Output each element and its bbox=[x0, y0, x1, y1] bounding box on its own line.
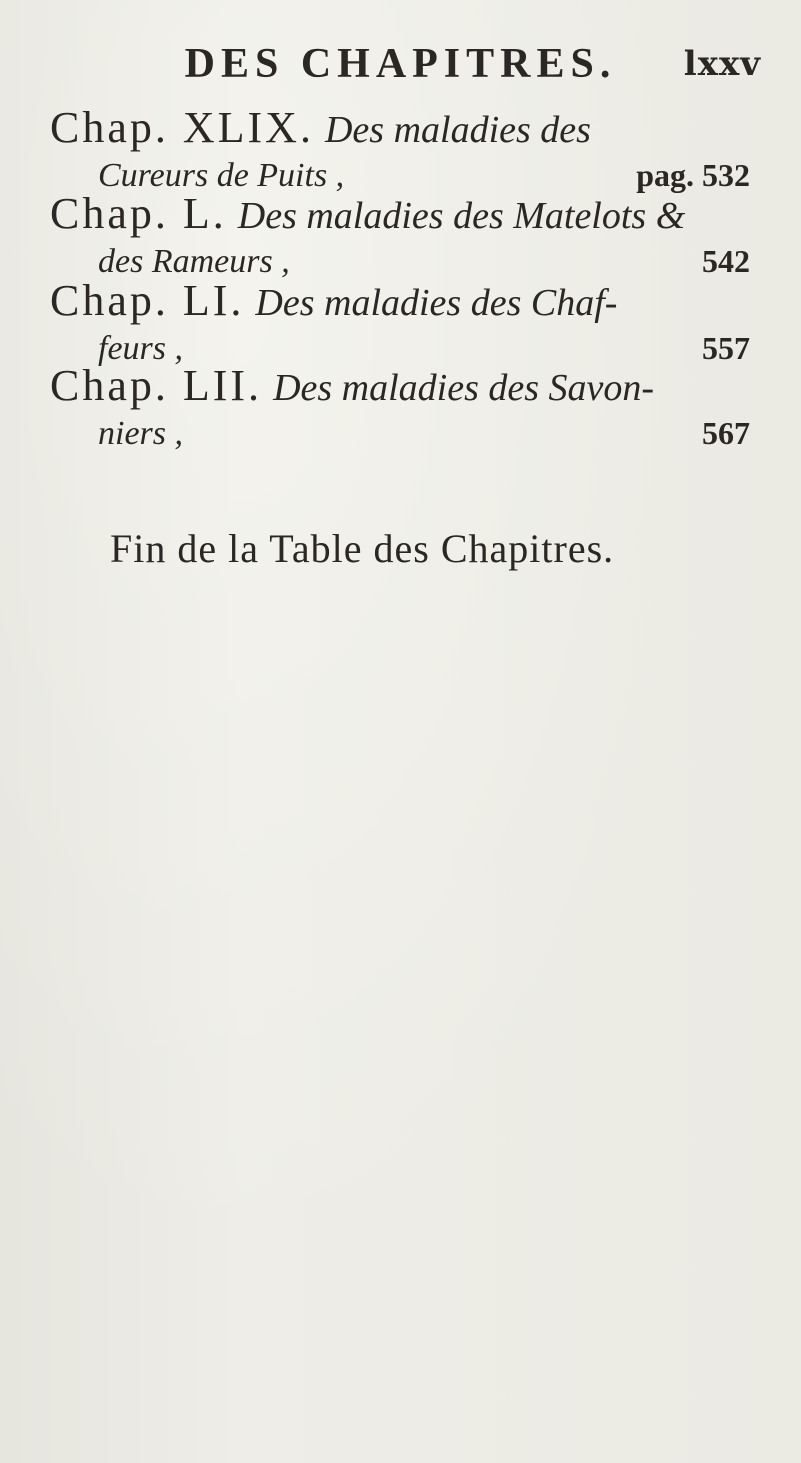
chapter-title-line1: Des maladies des Savon- bbox=[273, 367, 655, 409]
chapter-title-line1: Des maladies des Matelots & bbox=[237, 195, 686, 237]
page-value: 567 bbox=[702, 415, 750, 451]
chapter-title-line1: Des maladies des bbox=[324, 109, 591, 151]
page-header bbox=[0, 40, 801, 88]
page-prefix: pag. bbox=[636, 157, 694, 193]
chapter-label: Chap. XLIX. bbox=[50, 103, 314, 152]
page-number bbox=[702, 415, 750, 452]
toc-entry bbox=[50, 360, 750, 463]
chapter-title-line2: feurs , bbox=[98, 330, 183, 367]
header-title: DES CHAPITRES. bbox=[184, 41, 617, 87]
page-value: 532 bbox=[702, 157, 750, 193]
page-value: 542 bbox=[702, 243, 750, 279]
chapter-title-line2: Cureurs de Puits , bbox=[98, 157, 345, 194]
chapter-title-line2: niers , bbox=[98, 415, 183, 452]
page-value: 557 bbox=[702, 330, 750, 366]
chapter-label: Chap. L. bbox=[50, 189, 227, 238]
chapter-title-line2: des Rameurs , bbox=[98, 243, 290, 280]
end-of-table-note: Fin de la Table des Chapitres. bbox=[110, 526, 615, 571]
chapter-title-line1: Des maladies des Chaf- bbox=[255, 282, 618, 324]
page-folio: lxxv bbox=[683, 44, 761, 84]
chapter-label: Chap. LI. bbox=[50, 276, 245, 325]
chapter-label: Chap. LII. bbox=[50, 361, 263, 410]
